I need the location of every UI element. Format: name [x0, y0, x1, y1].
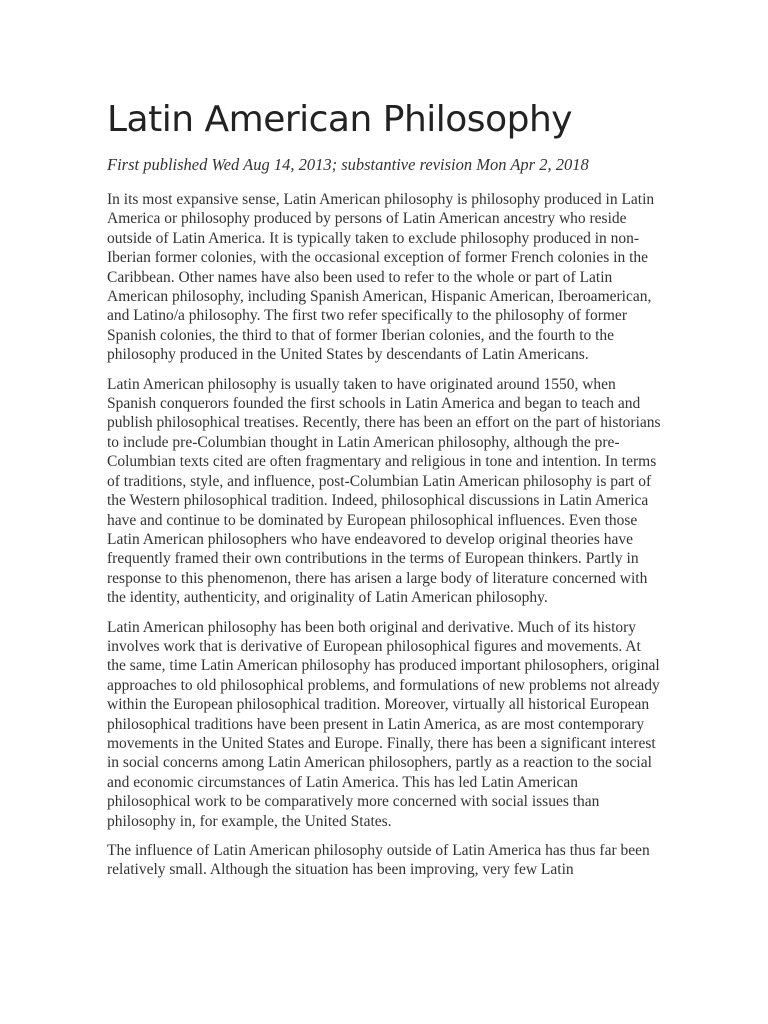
- article-paragraph: The influence of Latin American philosophy outside of Latin America has thus far been relatively small. Although the situation has been improving, very few Latin: [107, 842, 650, 879]
- article: [107, 96, 663, 890]
- page-title: Latin American Philosophy: [107, 99, 573, 140]
- article-paragraph: In its most expansive sense, Latin American philosophy is philosophy produced in Latin America or philosophy produced by persons of Latin American ancestry who reside outside of Latin America. It is typically taken to exclude philosophy produced in non-Iberian former colonies, with the occasional exception of former French colonies in the Caribbean. Other names have also been used to refer to the whole or part of Latin American philosophy, including Spanish American, Hispanic American, Iberoamerican, and Latino/a philosophy. The first two refer specifically to the philosophy of former Spanish colonies, the third to that of former Iberian colonies, and the fourth to the philosophy produced in the United States by descendants of Latin Americans.: [107, 191, 655, 364]
- article-paragraph: Latin American philosophy has been both original and derivative. Much of its history involves work that is derivative of European philosophical figures and movements. At the same, time Latin American philosophy has produced important philosophers, original approaches to old philosophical problems, and formulations of new problems not already within the European philosophical tradition. Moreover, virtually all historical European philosophical traditions have been present in Latin America, as are most contemporary movements in the United States and Europe. Finally, there has been a significant interest in social concerns among Latin American philosophers, partly as a reaction to the social and economic circumstances of Latin America. This has led Latin American philosophical work to be comparatively more concerned with social issues than philosophy in, for example, the United States.: [107, 618, 660, 830]
- article-paragraph: Latin American philosophy is usually taken to have originated around 1550, when Spanish conquerors founded the first schools in Latin America and began to teach and publish philosophical treatises. Recently, there has been an effort on the part of historians to include pre-Columbian thought in Latin American philosophy, although the pre-Columbian texts cited are often fragmentary and religious in tone and intention. In terms of traditions, style, and influence, post-Columbian Latin American philosophy is part of the Western philosophical tradition. Indeed, philosophical discussions in Latin America have and continue to be dominated by European philosophical influences. Even those Latin American philosophers who have endeavored to develop original theories have frequently framed their own contributions in the terms of European thinkers. Partly in response to this phenomenon, there has arisen a large body of literature concerned with the identity, authenticity, and originality of Latin American philosophy.: [107, 375, 661, 607]
- publication-info: First published Wed Aug 14, 2013; substantive revision Mon Apr 2, 2018: [107, 155, 589, 174]
